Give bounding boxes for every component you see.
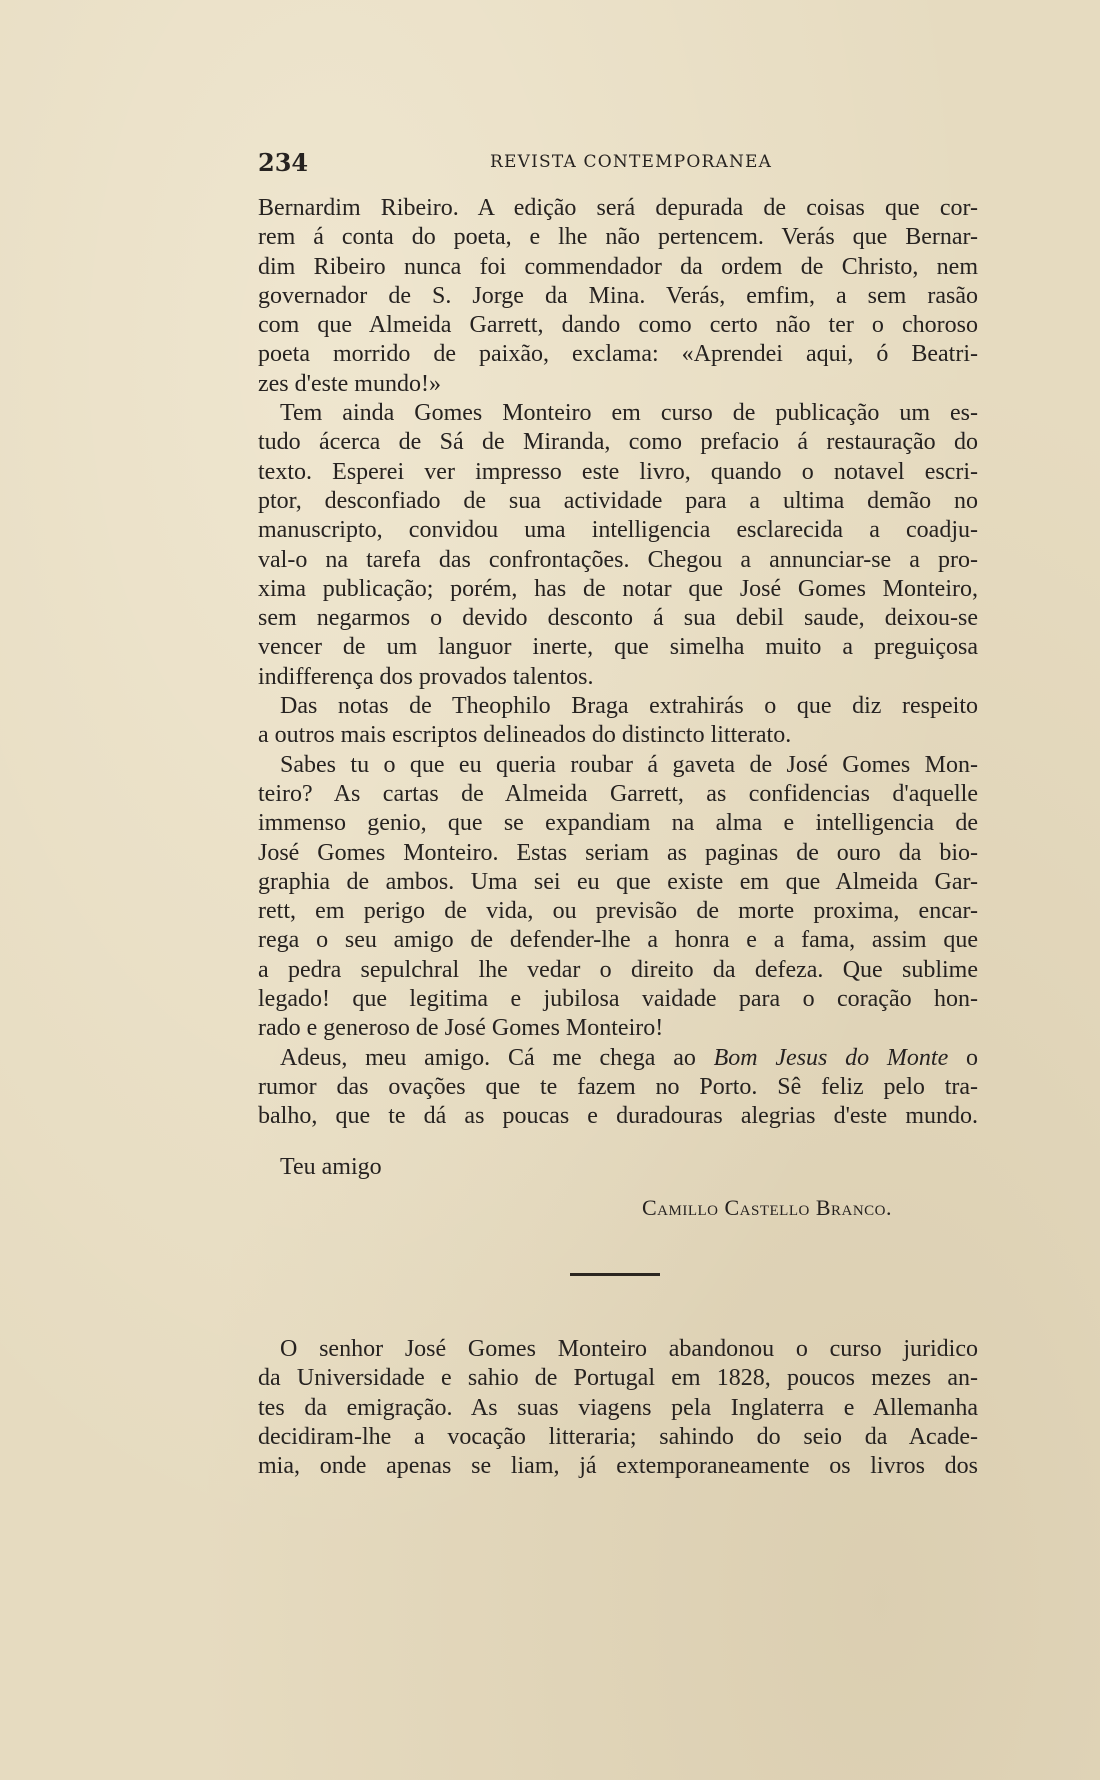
paragraph-start: Das notas de Theophilo Braga extrahirás o que diz respeito <box>280 693 978 720</box>
running-head: REVISTA CONTEMPORANEA <box>490 152 773 172</box>
text-line: com que Almeida Garrett, dando como certo não ter o choroso <box>258 312 978 339</box>
article-body <box>258 1335 978 1481</box>
text-line: governador de S. Jorge da Mina. Verás, emfim, a sem rasão <box>258 282 978 309</box>
text-line: rem á conta do poeta, e lhe não pertencem. Verás que Bernar- <box>258 224 978 251</box>
text-line: vencer de um languor inerte, que simelha muito a preguiçosa <box>258 634 978 661</box>
text-segment: o <box>948 1044 979 1071</box>
paragraph-start <box>258 1044 978 1073</box>
text-line: a pedra sepulchral lhe vedar o direito da defeza. Que sublime <box>258 956 978 983</box>
text-line: rett, em perigo de vida, ou previsão de morte proxima, encar- <box>258 898 978 925</box>
letter-signature: Camillo Castello Branco. <box>642 1195 893 1220</box>
paragraph-start: O senhor José Gomes Monteiro abandonou o curso juridico <box>280 1336 978 1362</box>
text-line: val-o na tarefa das confrontações. Chegou a annunciar-se a pro- <box>258 546 978 573</box>
text-line: manuscripto, convidou uma intelligencia esclarecida a coadju- <box>258 517 978 544</box>
italic-place-name: Bom Jesus do Monte <box>713 1044 949 1071</box>
text-line: texto. Esperei ver impresso este livro, quando o notavel escri- <box>258 458 978 485</box>
section-divider <box>570 1273 660 1276</box>
text-line: balho, que te dá as poucas e duradouras alegrias d'este mundo. <box>258 1103 978 1130</box>
text-line: tes da emigração. As suas viagens pela Inglaterra e Allemanha <box>258 1394 978 1421</box>
text-line: dim Ribeiro nunca foi commendador da ordem de Christo, nem <box>258 253 978 280</box>
text-line: legado! que legitima e jubilosa vaidade para o coração hon- <box>258 986 978 1013</box>
text-line: ptor, desconfiado de sua actividade para a ultima demão no <box>258 487 978 514</box>
text-line: indifferença dos provados talentos. <box>258 663 594 690</box>
text-line: graphia de ambos. Uma sei eu que existe em que Almeida Gar- <box>258 868 978 895</box>
text-line: zes d'este mundo!» <box>258 370 441 397</box>
text-line: rumor das ovações que te fazem no Porto. Sê feliz pelo tra- <box>258 1073 978 1100</box>
text-line: decidiram-lhe a vocação litteraria; sahindo do seio da Acade- <box>258 1423 978 1450</box>
page-number: 234 <box>258 148 309 177</box>
page-header <box>258 148 978 178</box>
paragraph-start: Sabes tu o que eu queria roubar á gaveta de José Gomes Mon- <box>280 751 978 778</box>
text-line: José Gomes Monteiro. Estas seriam as paginas de ouro da bio- <box>258 839 978 866</box>
text-line: rado e generoso de José Gomes Monteiro! <box>258 1015 664 1042</box>
text-line: poeta morrido de paixão, exclama: «Aprendei aqui, ó Beatri- <box>258 341 978 368</box>
text-line: Bernardim Ribeiro. A edição será depurada de coisas que cor- <box>258 195 978 221</box>
text-line: a outros mais escriptos delineados do distincto litterato. <box>258 722 792 749</box>
text-line: xima publicação; porém, has de notar que José Gomes Monteiro, <box>258 575 978 602</box>
letter-closing: Teu amigo <box>280 1154 382 1180</box>
text-line: mia, onde apenas se liam, já extemporaneamente os livros dos <box>258 1453 978 1480</box>
text-segment: Adeus, meu amigo. Cá me chega ao <box>280 1044 714 1071</box>
text-line: tudo ácerca de Sá de Miranda, como prefacio á restauração do <box>258 429 978 456</box>
text-line: sem negarmos o devido desconto á sua debil saude, deixou-se <box>258 605 978 632</box>
text-line: immenso genio, que se expandiam na alma e intelligencia de <box>258 810 978 837</box>
text-line: teiro? As cartas de Almeida Garrett, as confidencias d'aquelle <box>258 780 978 807</box>
letter-body <box>258 194 978 1132</box>
text-line: da Universidade e sahio de Portugal em 1828, poucos mezes an- <box>258 1365 978 1392</box>
text-line: rega o seu amigo de defender-lhe a honra e a fama, assim que <box>258 927 978 954</box>
paragraph-start: Tem ainda Gomes Monteiro em curso de publicação um es- <box>280 400 978 427</box>
